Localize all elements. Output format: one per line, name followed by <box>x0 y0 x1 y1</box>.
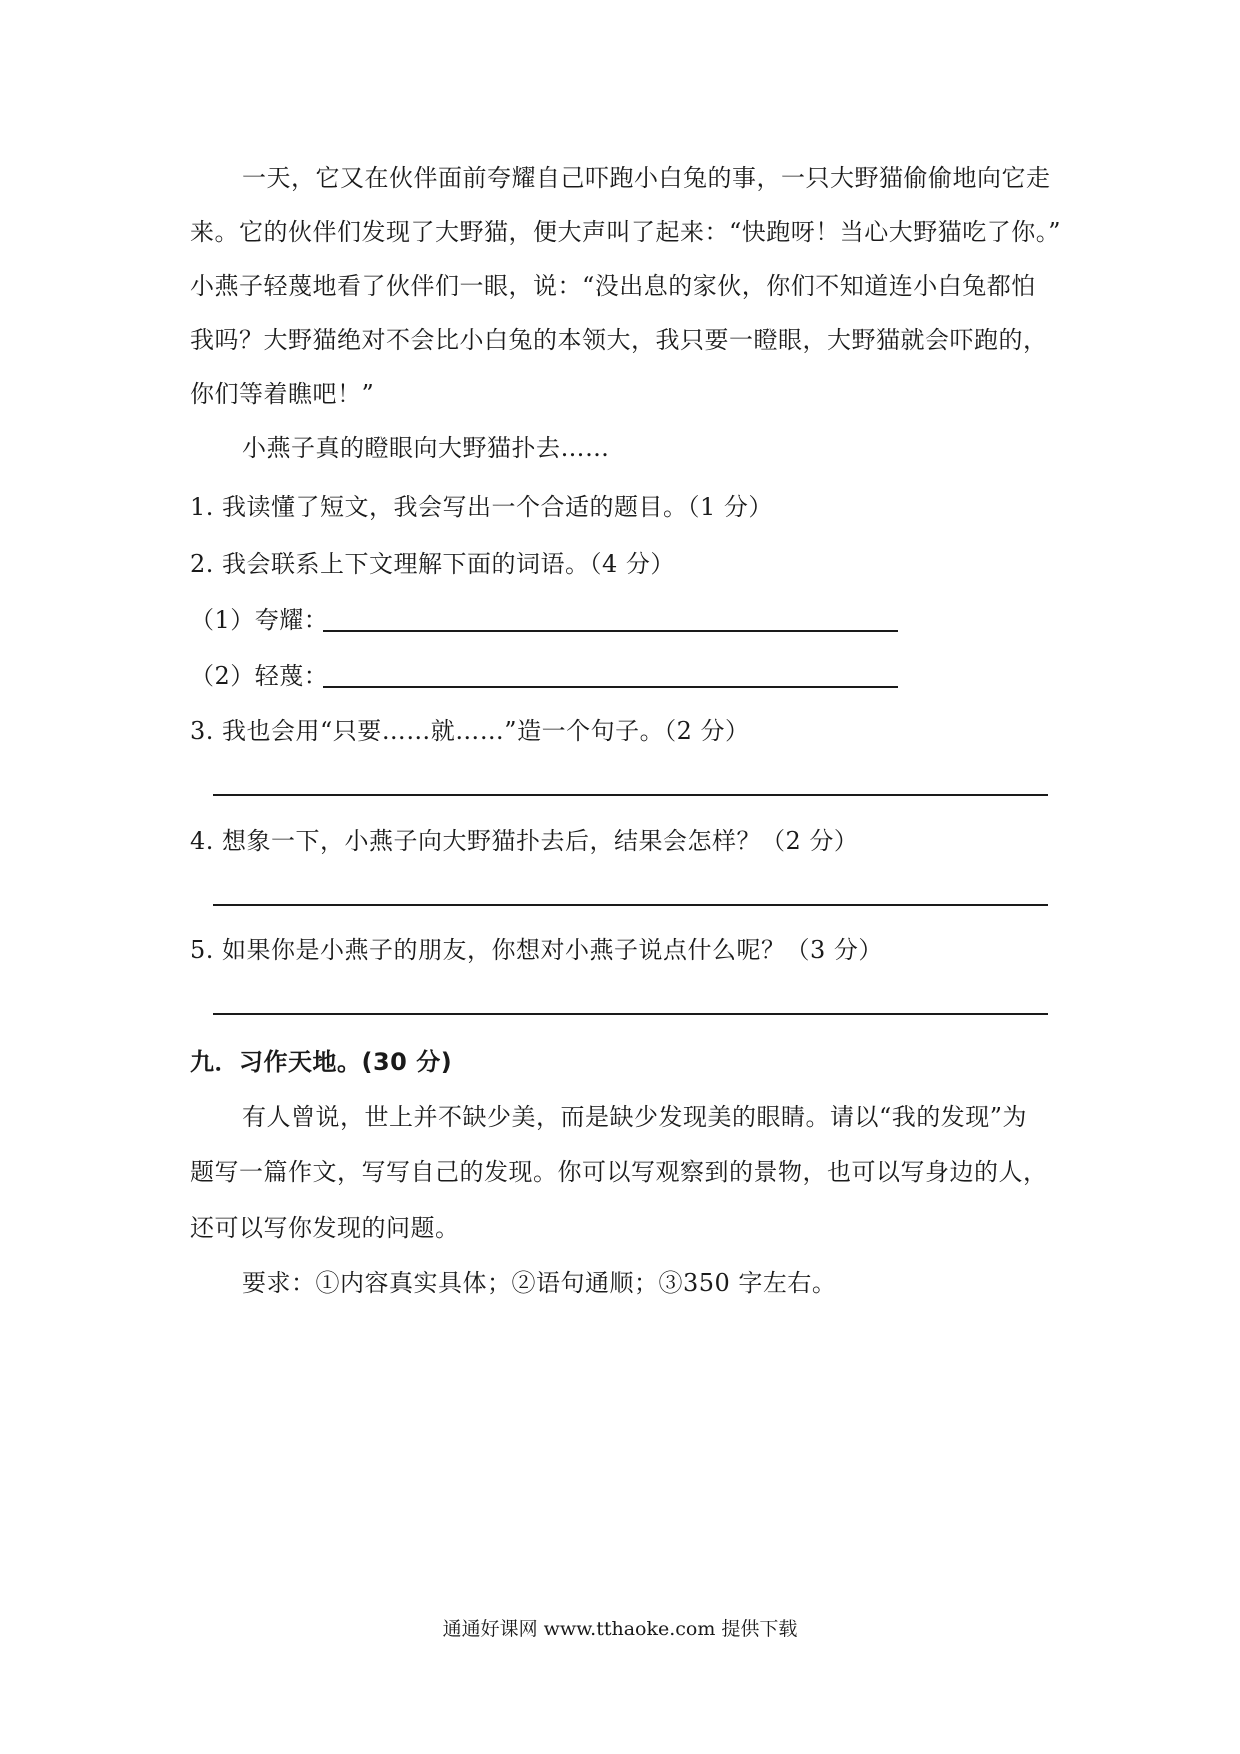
section-9-line-2: 题写一篇作文，写写自己的发现。你可以写观察到的景物，也可以写身边的人， <box>190 1158 1048 1186</box>
question-3: 3. 我也会用“只要……就……”造一个句子。（2 分） <box>190 717 750 745</box>
question-1: 1. 我读懂了短文，我会写出一个合适的题目。（1 分） <box>190 493 773 521</box>
passage-line-2: 来。它的伙伴们发现了大野猫，便大声叫了起来：“快跑呀！当心大野猫吃了你。” <box>190 218 1062 246</box>
passage-line-5: 你们等着瞧吧！” <box>190 380 375 408</box>
question-2: 2. 我会联系上下文理解下面的词语。（4 分） <box>190 550 675 578</box>
question-4: 4. 想象一下，小燕子向大野猫扑去后，结果会怎样？（2 分） <box>190 827 859 855</box>
section-9-heading: 九．习作天地。(30 分) <box>190 1048 453 1076</box>
answer-line-q4[interactable] <box>213 904 1048 906</box>
section-9-requirements: 要求：①内容真实具体；②语句通顺；③350 字左右。 <box>242 1269 837 1297</box>
answer-line-q2-1[interactable] <box>323 630 898 632</box>
page-footer: 通通好课网 www.tthaoke.com 提供下载 <box>442 1618 798 1640</box>
section-9-line-1: 有人曾说，世上并不缺少美，而是缺少发现美的眼睛。请以“我的发现”为 <box>242 1103 1028 1131</box>
answer-line-q2-2[interactable] <box>323 686 898 688</box>
section-9-line-3: 还可以写你发现的问题。 <box>190 1214 460 1242</box>
question-2-item-2-label: （2）轻蔑： <box>190 662 329 690</box>
passage-line-4: 我吗？大野猫绝对不会比小白兔的本领大，我只要一瞪眼，大野猫就会吓跑的， <box>190 326 1048 354</box>
question-5: 5. 如果你是小燕子的朋友，你想对小燕子说点什么呢？（3 分） <box>190 936 883 964</box>
passage-line-3: 小燕子轻蔑地看了伙伴们一眼，说：“没出息的家伙，你们不知道连小白兔都怕 <box>190 272 1036 300</box>
passage-line-6: 小燕子真的瞪眼向大野猫扑去…… <box>242 434 610 462</box>
passage-line-1: 一天，它又在伙伴面前夸耀自己吓跑小白兔的事，一只大野猫偷偷地向它走 <box>242 164 1051 192</box>
question-2-item-1-label: （1）夸耀： <box>190 606 329 634</box>
answer-line-q3[interactable] <box>213 794 1048 796</box>
answer-line-q5[interactable] <box>213 1013 1048 1015</box>
